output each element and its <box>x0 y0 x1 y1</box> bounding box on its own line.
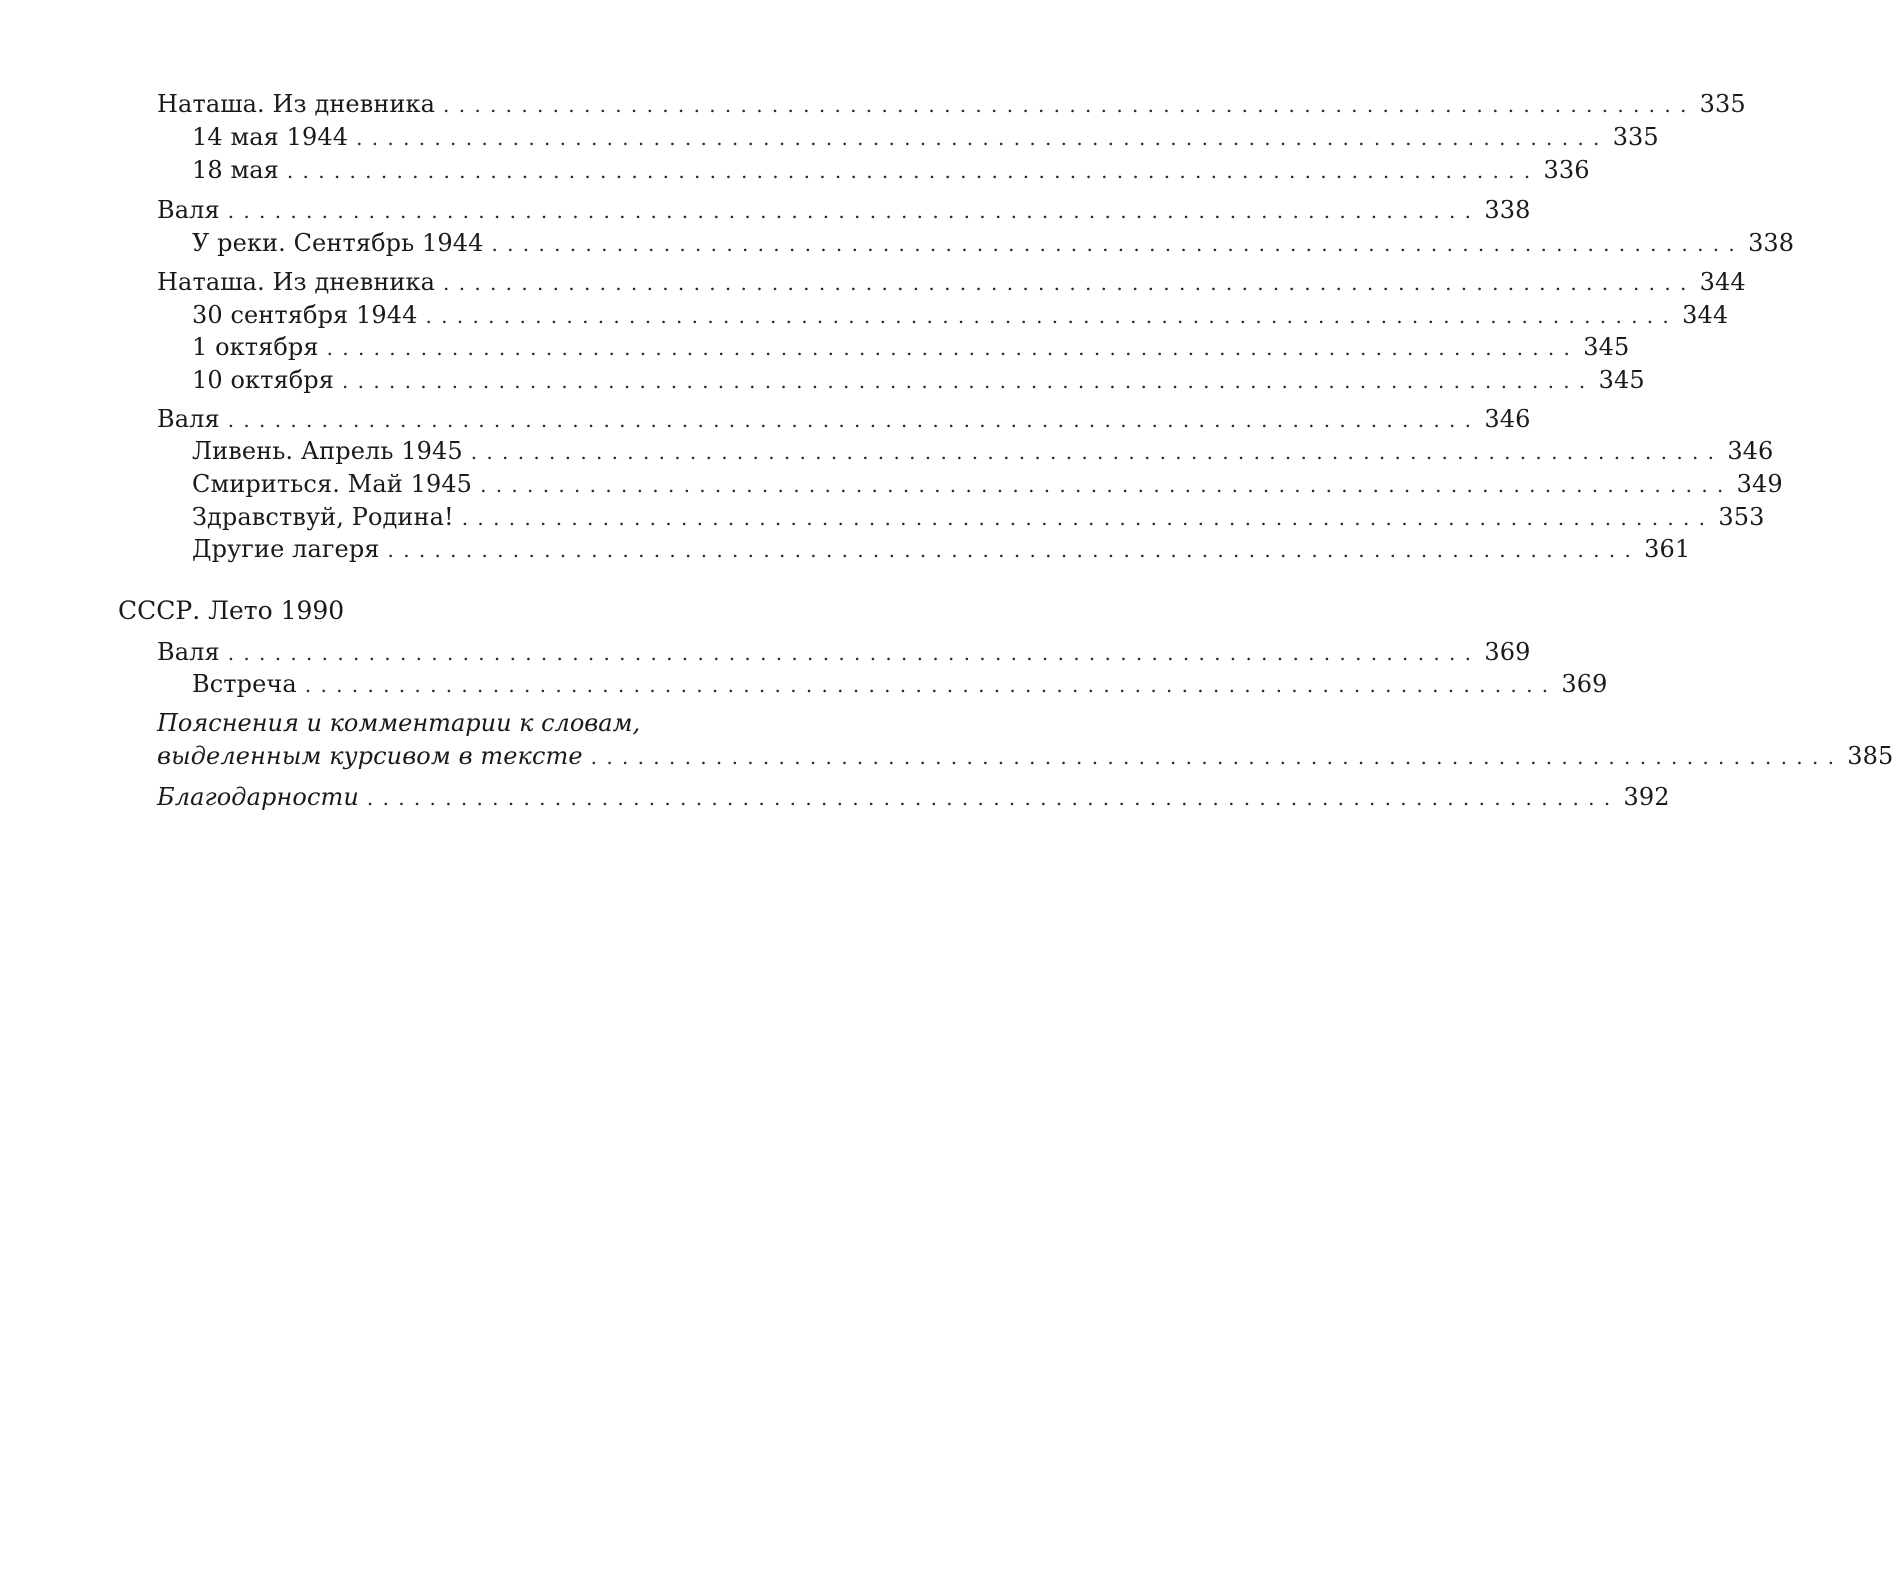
toc-entry-page: 345 <box>1583 333 1630 361</box>
toc-entry-title: 18 мая <box>192 156 279 184</box>
dot-leader: ................................................................................ <box>227 199 1481 223</box>
toc-entry-title: Валя <box>157 405 220 433</box>
toc-entry[interactable] <box>192 533 1691 565</box>
toc-entry-page: 336 <box>1543 156 1590 184</box>
toc-entry[interactable] <box>192 299 1729 331</box>
toc-entry-page: 369 <box>1561 670 1608 698</box>
toc-entry-title: Встреча <box>192 670 297 698</box>
notes-title-line1[interactable]: Пояснения и комментарии к словам, <box>157 709 641 737</box>
toc-entry-page: 338 <box>1484 196 1531 224</box>
toc-entry[interactable] <box>157 194 1531 226</box>
toc-entry-title: 30 сентября 1944 <box>192 301 418 329</box>
dot-leader: ................................................................................ <box>443 93 1696 117</box>
toc-entry-title: Здравствуй, Родина! <box>192 503 454 531</box>
toc-entry-title: Валя <box>157 196 220 224</box>
dot-leader: ................................................................................ <box>425 304 1679 328</box>
toc-entry-page: 335 <box>1699 90 1746 118</box>
dot-leader: ................................................................................ <box>342 369 1595 393</box>
dot-leader: ................................................................................ <box>480 473 1733 497</box>
toc-entry-title: Ливень. Апрель 1945 <box>192 437 463 465</box>
toc-entry[interactable] <box>192 501 1765 533</box>
toc-entry-page: 385 <box>1847 742 1893 770</box>
dot-leader: ................................................................................ <box>470 440 1724 464</box>
dot-leader: ................................................................................ <box>227 408 1481 432</box>
toc-entry-title: У реки. Сентябрь 1944 <box>192 229 484 257</box>
toc-entry-page: 361 <box>1644 535 1691 563</box>
toc-entry-page: 392 <box>1623 783 1670 811</box>
toc-entry-page: 344 <box>1699 268 1746 296</box>
toc-entry-title: 10 октября <box>192 366 334 394</box>
dot-leader: ................................................................................ <box>227 641 1481 665</box>
toc-entry-acknowledgements[interactable] <box>157 781 1670 813</box>
toc-entry[interactable] <box>157 403 1531 435</box>
dot-leader: ................................................................................ <box>304 673 1558 697</box>
toc-entry-page: 346 <box>1727 437 1774 465</box>
toc-entry-page: 369 <box>1484 638 1531 666</box>
toc-entry[interactable] <box>192 121 1659 153</box>
notes-title-line2: выделенным курсивом в тексте <box>157 742 583 770</box>
dot-leader: ................................................................................ <box>387 538 1641 562</box>
toc-entry-page: 353 <box>1718 503 1765 531</box>
toc-entry[interactable] <box>192 468 1783 500</box>
dot-leader: ................................................................................ <box>286 159 1540 183</box>
toc-entry-title: 14 мая 1944 <box>192 123 349 151</box>
dot-leader: ................................................................................ <box>366 786 1620 810</box>
toc-entry-page: 345 <box>1598 366 1645 394</box>
toc-entry[interactable] <box>157 88 1746 120</box>
toc-entry-title: Валя <box>157 638 220 666</box>
toc-entry[interactable] <box>192 331 1630 363</box>
toc-entry-page: 344 <box>1682 301 1729 329</box>
toc-entry-title: Наташа. Из дневника <box>157 268 436 296</box>
toc-entry-title: Другие лагеря <box>192 535 380 563</box>
dot-leader: ................................................................................ <box>356 126 1609 150</box>
toc-entry[interactable] <box>192 154 1590 186</box>
toc-entry[interactable] <box>192 435 1774 467</box>
dot-leader: ................................................................................ <box>461 506 1715 530</box>
toc-entry[interactable] <box>157 266 1746 298</box>
toc-entry[interactable] <box>192 668 1608 700</box>
dot-leader: ................................................................................ <box>443 271 1696 295</box>
toc-entry-page: 338 <box>1748 229 1795 257</box>
toc-entry[interactable] <box>192 227 1795 259</box>
toc-entry-page: 335 <box>1612 123 1659 151</box>
toc-entry[interactable] <box>157 636 1531 668</box>
toc-entry-title: Наташа. Из дневника <box>157 90 436 118</box>
dot-leader: ................................................................................ <box>326 336 1580 360</box>
dot-leader: ................................................................................ <box>590 745 1844 769</box>
toc-entry-page: 346 <box>1484 405 1531 433</box>
dot-leader: ................................................................................ <box>491 232 1745 256</box>
toc-entry-title: 1 октября <box>192 333 319 361</box>
toc-entry[interactable] <box>192 364 1645 396</box>
toc-entry-title: Смириться. Май 1945 <box>192 470 473 498</box>
section-heading: СССР. Лето 1990 <box>118 596 345 625</box>
acknowledgements-title: Благодарности <box>157 783 359 811</box>
toc-entry-notes[interactable] <box>157 740 1893 772</box>
toc-entry-page: 349 <box>1736 470 1783 498</box>
